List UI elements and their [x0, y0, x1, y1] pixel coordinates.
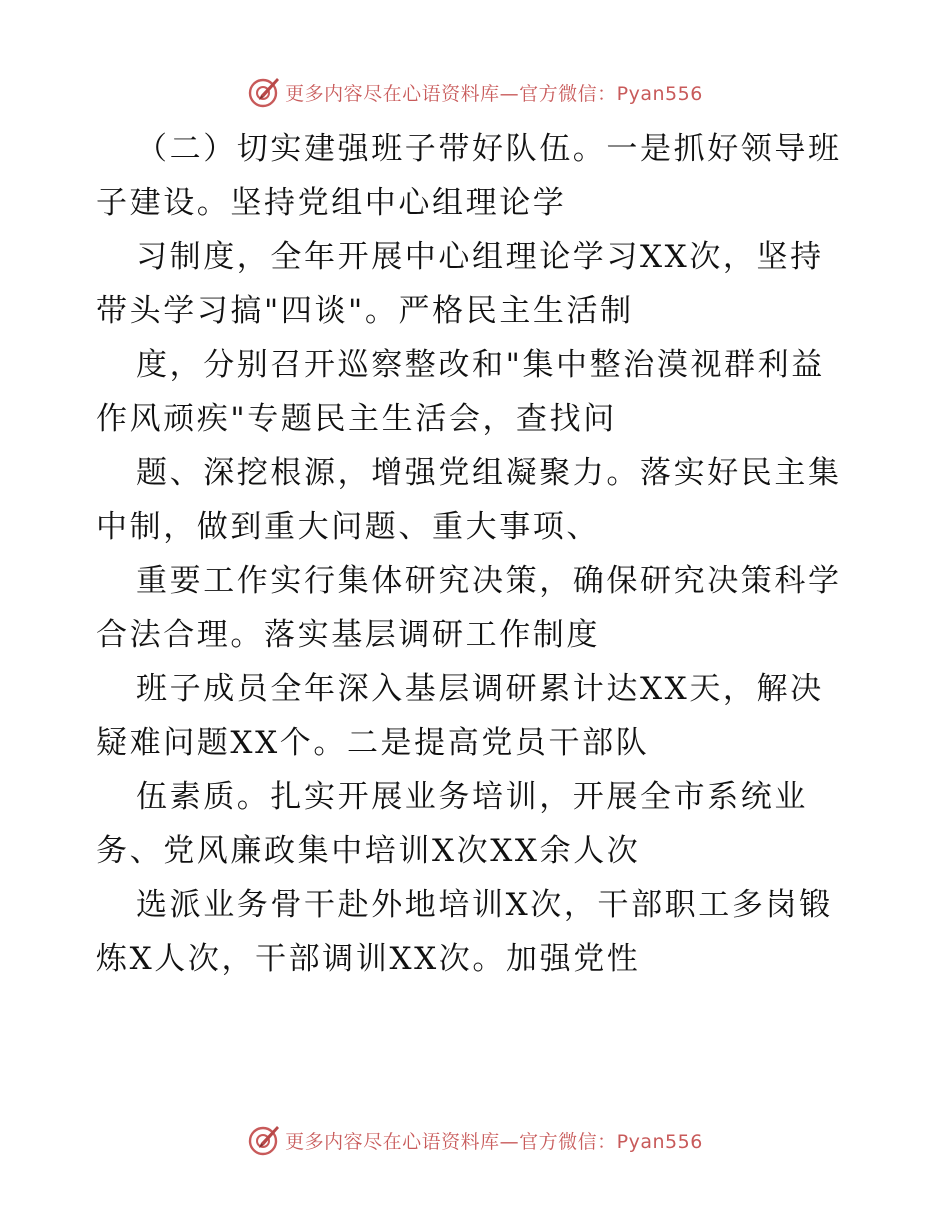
text-line: 疑难问题XX个。二是提高党员干部队	[96, 725, 650, 761]
text-line: 带头学习搞"四谈"。严格民主生活制	[96, 293, 634, 329]
text-line: 选派业务骨干赴外地培训X次，干部职工多岗锻	[136, 887, 833, 923]
text-line: 中制，做到重大问题、重大事项、	[96, 509, 600, 545]
watermark-header	[0, 72, 950, 112]
watermark-text: 更多内容尽在心语资料库—官方微信：Pyan556	[285, 1130, 703, 1153]
text-line: 习制度，全年开展中心组理论学习XX次，坚持	[136, 239, 824, 275]
watermark-text: 更多内容尽在心语资料库—官方微信：Pyan556	[285, 82, 703, 105]
text-line: 子建设。坚持党组中心组理论学	[96, 185, 567, 221]
text-line: 度，分别召开巡察整改和"集中整治漠视群利益	[136, 347, 825, 383]
text-line: 炼X人次，干部调训XX次。加强党性	[96, 941, 641, 977]
text-line: 务、党风廉政集中培训X次XX余人次	[96, 833, 641, 869]
quill-logo-icon	[247, 1123, 281, 1157]
text-line: 重要工作实行集体研究决策，确保研究决策科学	[136, 563, 842, 599]
text-line: 班子成员全年深入基层调研累计达XX天，解决	[136, 671, 824, 707]
text-line: 题、深挖根源，增强党组凝聚力。落实好民主集	[136, 455, 842, 491]
text-line: （二）切实建强班子带好队伍。一是抓好领导班	[136, 131, 842, 167]
watermark-footer	[0, 1120, 950, 1160]
text-line: 作风顽疾"专题民主生活会，查找问	[96, 401, 617, 437]
document-body	[96, 122, 886, 986]
text-line: 伍素质。扎实开展业务培训，开展全市系统业	[136, 779, 808, 815]
quill-logo-icon	[247, 75, 281, 109]
text-line: 合法合理。落实基层调研工作制度	[96, 617, 600, 653]
